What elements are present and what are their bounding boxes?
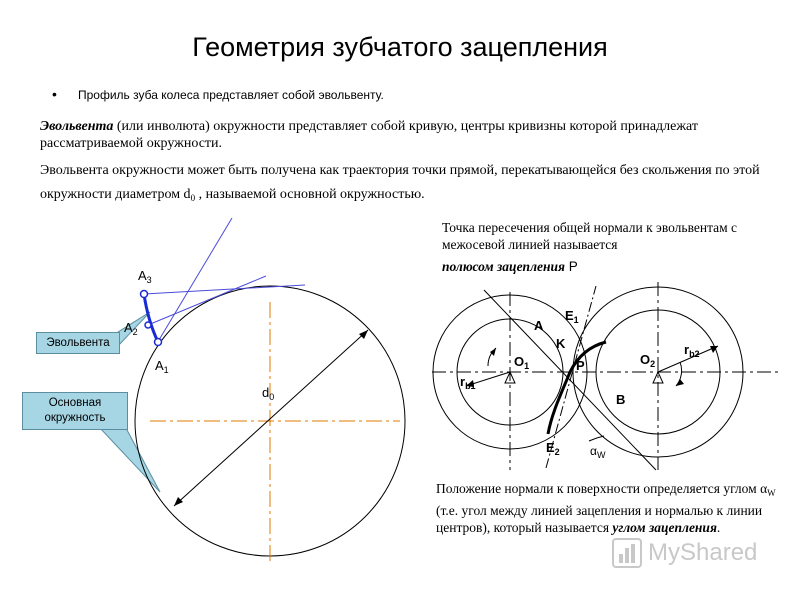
label-rb1: $r_{b1}$ bbox=[460, 374, 476, 391]
diameter-arrowhead-top bbox=[359, 330, 368, 339]
slide-title: Геометрия зубчатого зацепления bbox=[192, 32, 608, 62]
label-k: K bbox=[556, 336, 566, 351]
angle-part2: (т.е. угол между линией зацепления и нормалью к линии центров), который называется bbox=[436, 503, 763, 535]
point-a2-marker bbox=[145, 322, 151, 328]
base-circle-callout-pointer bbox=[100, 428, 160, 492]
angle-sub: W bbox=[767, 488, 776, 498]
label-d0: $d_0$ bbox=[262, 385, 275, 402]
p2-sub: 0 bbox=[190, 193, 196, 203]
pole-term: полюсом зацепления bbox=[442, 259, 565, 274]
definition-term: Эвольвента bbox=[40, 119, 114, 134]
label-alpha-w: $\alpha_W$ bbox=[590, 444, 606, 460]
point-a3-marker bbox=[141, 291, 148, 298]
angle-part1: Положение нормали к поверхности определяется углом α bbox=[436, 481, 768, 496]
diameter-arrowhead-bottom bbox=[174, 497, 183, 506]
definition-rest: (или инволюта) окружности представляет собой кривую, центры кривизны которой принадлежат рассматриваемой окружности. bbox=[40, 119, 698, 151]
label-o2: $O_2$ bbox=[640, 352, 656, 369]
label-o1: $O_1$ bbox=[514, 354, 530, 371]
label-p: P bbox=[576, 358, 585, 373]
base-circle-callout: Основная окружность bbox=[22, 392, 128, 430]
watermark-text: MyShared bbox=[648, 539, 758, 566]
point-a1-marker bbox=[155, 339, 162, 346]
label-a1: $A_1$ bbox=[155, 358, 169, 375]
p2-part1: Эвольвента окружности может быть получена как траектория точки прямой, перекатывающейся без скольжения по этой окружности диаметром d bbox=[40, 163, 760, 202]
involute-curve bbox=[144, 294, 158, 342]
pressure-angle-arc bbox=[589, 436, 604, 441]
tangent-line-a2 bbox=[148, 276, 266, 325]
pole-letter: P bbox=[564, 259, 578, 274]
angle-term: углом зацепления bbox=[612, 520, 717, 535]
p2-part2: , называемой основной окружностью. bbox=[195, 187, 425, 202]
label-b: B bbox=[616, 392, 626, 407]
label-e1: $E_1$ bbox=[565, 308, 579, 325]
involute-callout: Эвольвента bbox=[36, 332, 120, 354]
label-a3: $A_3$ bbox=[138, 268, 152, 285]
bullet-marker: • bbox=[52, 86, 57, 102]
pole-definition: Точка пересечения общей нормали к эвольвентам с межосевой линией называется bbox=[442, 220, 738, 252]
angle-end: . bbox=[716, 520, 721, 535]
gear2-rotation-arrowhead bbox=[676, 379, 684, 386]
tangent-line-a3 bbox=[144, 285, 305, 294]
watermark-logo bbox=[612, 538, 757, 568]
label-e2: $E_2$ bbox=[546, 440, 560, 457]
bar-chart-icon bbox=[612, 538, 642, 568]
bullet-text: Профиль зуба колеса представляет собой эвольвенту. bbox=[78, 88, 384, 102]
label-rb2: $r_{b2}$ bbox=[684, 342, 700, 359]
tangent-line-a1 bbox=[156, 218, 232, 345]
label-a2: $A_2$ bbox=[124, 320, 138, 337]
diameter-line bbox=[174, 330, 368, 506]
label-a: A bbox=[534, 318, 544, 333]
